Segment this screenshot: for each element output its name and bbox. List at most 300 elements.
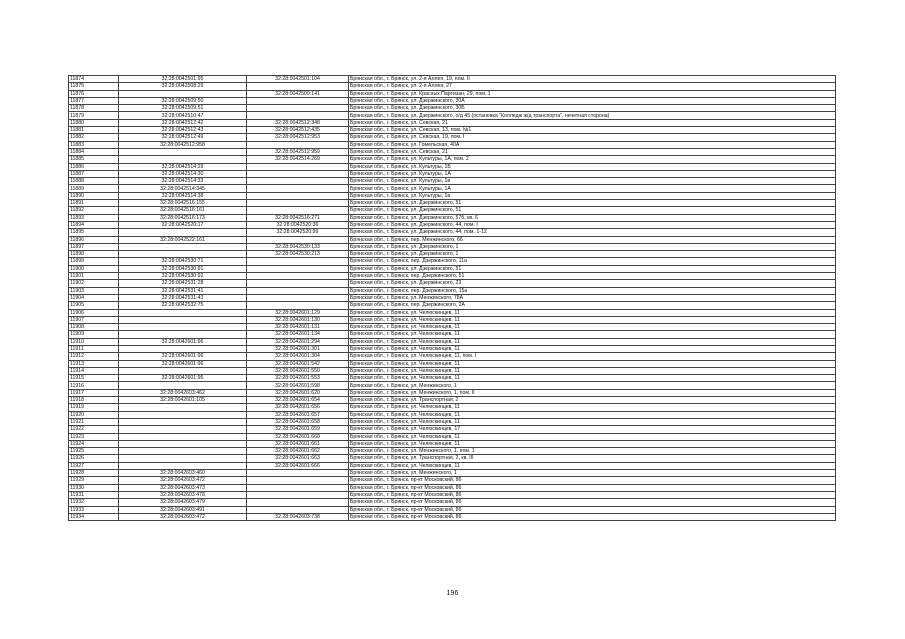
row-number-cell: 11928 bbox=[69, 470, 119, 477]
row-number-cell: 11894 bbox=[69, 221, 119, 228]
address-cell: Брянская обл., г. Брянск, ул. Культуры, 1Б bbox=[349, 163, 836, 170]
address-cell: Брянская обл., г. Брянск, пр-кт Московский, 86 bbox=[349, 477, 836, 484]
address-cell: Брянская обл., г. Брянск, пр-кт Московский, 86 bbox=[349, 513, 836, 520]
cadastral-number-land-cell: 32:28:0042509:51 bbox=[119, 105, 247, 112]
row-number-cell: 11911 bbox=[69, 345, 119, 352]
table-row bbox=[69, 397, 836, 404]
table-row bbox=[69, 97, 836, 104]
cadastral-number-building-cell: 32:28:0042601:661 bbox=[247, 440, 349, 447]
cadastral-number-building-cell bbox=[247, 484, 349, 491]
cadastral-number-building-cell: 32:28:0042512:959 bbox=[247, 148, 349, 155]
cadastral-number-building-cell bbox=[247, 170, 349, 177]
row-number-cell: 11898 bbox=[69, 251, 119, 258]
cadastral-number-land-cell bbox=[119, 345, 247, 352]
table-row bbox=[69, 207, 836, 214]
table-row bbox=[69, 470, 836, 477]
address-cell: Брянская обл., г. Брянск, ул. Челюскинцев, 11 bbox=[349, 433, 836, 440]
table-row bbox=[69, 455, 836, 462]
cadastral-number-building-cell: 32:28:0042530:133 bbox=[247, 243, 349, 250]
cadastral-number-building-cell bbox=[247, 83, 349, 90]
row-number-cell: 11878 bbox=[69, 105, 119, 112]
cadastral-number-building-cell bbox=[247, 200, 349, 207]
cadastral-number-land-cell: 32:28:0042603:491 bbox=[119, 506, 247, 513]
row-number-cell: 11934 bbox=[69, 513, 119, 520]
cadastral-number-land-cell: 32:28:0042530:71 bbox=[119, 258, 247, 265]
address-cell: Брянская обл., г. Брянск, ул. Дзержинского, 51 bbox=[349, 265, 836, 272]
cadastral-number-land-cell bbox=[119, 418, 247, 425]
address-cell: Брянская обл., г. Брянск, ул. Красных Партизан, 29, пом. 1 bbox=[349, 90, 836, 97]
table-row bbox=[69, 411, 836, 418]
cadastral-number-land-cell bbox=[119, 316, 247, 323]
address-cell: Брянская обл., г. Брянск, пр-кт Московский, 86 bbox=[349, 491, 836, 498]
address-cell: Брянская обл., г. Брянск, ул. Севская, 19, пом. I bbox=[349, 134, 836, 141]
address-cell: Брянская обл., г. Брянск, пр-кт Московский, 86 bbox=[349, 484, 836, 491]
cadastral-number-building-cell: 32:28:0042509:141 bbox=[247, 90, 349, 97]
address-cell: Брянская обл., г. Брянск, ул. Менжинского, 1, пом. II bbox=[349, 389, 836, 396]
row-number-cell: 11897 bbox=[69, 243, 119, 250]
address-cell: Брянская обл., г. Брянск, ул. Челюскинцев, 11 bbox=[349, 360, 836, 367]
row-number-cell: 11874 bbox=[69, 76, 119, 83]
address-cell: Брянская обл., г. Брянск, ул. Челюскинцев, 11 bbox=[349, 462, 836, 469]
cadastral-number-land-cell bbox=[119, 243, 247, 250]
cadastral-number-building-cell: 32:28:0042601:301 bbox=[247, 345, 349, 352]
table-row bbox=[69, 316, 836, 323]
cadastral-number-land-cell bbox=[119, 440, 247, 447]
row-number-cell: 11921 bbox=[69, 418, 119, 425]
row-number-cell: 11929 bbox=[69, 477, 119, 484]
table-row bbox=[69, 141, 836, 148]
cadastral-number-building-cell bbox=[247, 302, 349, 309]
table-row bbox=[69, 440, 836, 447]
row-number-cell: 11931 bbox=[69, 491, 119, 498]
cadastral-number-land-cell: 32:28:0042512:958 bbox=[119, 141, 247, 148]
cadastral-number-land-cell: 32:28:0042531:28 bbox=[119, 280, 247, 287]
cadastral-number-building-cell: 32:28:0042601:130 bbox=[247, 316, 349, 323]
row-number-cell: 11891 bbox=[69, 200, 119, 207]
cadastral-number-land-cell bbox=[119, 411, 247, 418]
row-number-cell: 11886 bbox=[69, 163, 119, 170]
cadastral-number-land-cell: 32:28:0042603:460 bbox=[119, 470, 247, 477]
table-row bbox=[69, 134, 836, 141]
table-row bbox=[69, 309, 836, 316]
cadastral-number-land-cell: 32:28:0042530:92 bbox=[119, 273, 247, 280]
cadastral-number-land-cell bbox=[119, 433, 247, 440]
row-number-cell: 11890 bbox=[69, 192, 119, 199]
cadastral-number-land-cell: 32:28:0042501:95 bbox=[119, 76, 247, 83]
row-number-cell: 11884 bbox=[69, 148, 119, 155]
cadastral-number-land-cell bbox=[119, 455, 247, 462]
table-row bbox=[69, 418, 836, 425]
cadastral-number-building-cell bbox=[247, 141, 349, 148]
cadastral-number-land-cell: 32:28:0042601:95 bbox=[119, 375, 247, 382]
address-cell: Брянская обл., г. Брянск, ул. Челюскинцев, 11 bbox=[349, 404, 836, 411]
cadastral-number-land-cell: 32:28:0042520:17 bbox=[119, 221, 247, 228]
address-cell: Брянская обл., г. Брянск, ул. Дзержинского, о/д 45 (остановка "Колледж ж/д транспорта", нечетная сторона) bbox=[349, 112, 836, 119]
address-cell: Брянская обл., г. Брянск, ул. Севская, 13, пом. №1 bbox=[349, 127, 836, 134]
cadastral-number-building-cell bbox=[247, 97, 349, 104]
row-number-cell: 11907 bbox=[69, 316, 119, 323]
address-cell: Брянская обл., г. Брянск, пер. Дзержинского, 2А bbox=[349, 302, 836, 309]
cadastral-number-building-cell bbox=[247, 280, 349, 287]
table-row bbox=[69, 192, 836, 199]
address-cell: Брянская обл., г. Брянск, ул. Дзержинского, 44, пом. 1-12 bbox=[349, 229, 836, 236]
table-row bbox=[69, 491, 836, 498]
cadastral-number-land-cell: 32:28:0042532:75 bbox=[119, 302, 247, 309]
address-cell: Брянская обл., г. Брянск, ул. Дзержинского, 30Б bbox=[349, 105, 836, 112]
cadastral-number-land-cell: 32:28:0042522:161 bbox=[119, 236, 247, 243]
address-cell: Брянская обл., г. Брянск, ул. Культуры, 1А bbox=[349, 185, 836, 192]
cadastral-number-building-cell bbox=[247, 506, 349, 513]
row-number-cell: 11876 bbox=[69, 90, 119, 97]
table-row bbox=[69, 360, 836, 367]
cadastral-number-land-cell: 32:28:0042514:345 bbox=[119, 185, 247, 192]
cadastral-number-building-cell bbox=[247, 236, 349, 243]
cadastral-number-land-cell: 32:28:0042603:478 bbox=[119, 491, 247, 498]
cadastral-number-building-cell: 32:28:0042516:271 bbox=[247, 214, 349, 221]
cadastral-number-building-cell: 32:28:0042601:663 bbox=[247, 455, 349, 462]
address-cell: Брянская обл., г. Брянск, ул. Севская, 21 bbox=[349, 119, 836, 126]
cadastral-number-land-cell: 32:28:0042512:49 bbox=[119, 134, 247, 141]
cadastral-number-land-cell: 32:28:0042514:29 bbox=[119, 163, 247, 170]
cadastral-number-land-cell bbox=[119, 148, 247, 155]
row-number-cell: 11906 bbox=[69, 309, 119, 316]
cadastral-number-land-cell: 32:28:0042531:43 bbox=[119, 294, 247, 301]
cadastral-number-building-cell: 32:28:0042601:129 bbox=[247, 309, 349, 316]
table-row bbox=[69, 331, 836, 338]
registry-table bbox=[68, 75, 836, 521]
address-cell: Брянская обл., г. Брянск, пер. Дзержинского, 11а bbox=[349, 258, 836, 265]
cadastral-number-building-cell bbox=[247, 265, 349, 272]
table-row bbox=[69, 287, 836, 294]
cadastral-number-building-cell: 32:28:0042601:658 bbox=[247, 418, 349, 425]
cadastral-number-building-cell: 32:28:0042601:656 bbox=[247, 404, 349, 411]
table-row bbox=[69, 345, 836, 352]
address-cell: Брянская обл., г. Брянск, ул. Челюскинцев, 11 bbox=[349, 338, 836, 345]
cadastral-number-land-cell: 32:28:0042530:91 bbox=[119, 265, 247, 272]
cadastral-number-land-cell bbox=[119, 426, 247, 433]
cadastral-number-land-cell bbox=[119, 404, 247, 411]
row-number-cell: 11930 bbox=[69, 484, 119, 491]
address-cell: Брянская обл., г. Брянск, ул. Менжинского, 1, пом. 1 bbox=[349, 448, 836, 455]
address-cell: Брянская обл., г. Брянск, ул. Менжинского, 1 bbox=[349, 470, 836, 477]
row-number-cell: 11932 bbox=[69, 499, 119, 506]
row-number-cell: 11927 bbox=[69, 462, 119, 469]
row-number-cell: 11904 bbox=[69, 294, 119, 301]
table-row bbox=[69, 426, 836, 433]
table-row bbox=[69, 200, 836, 207]
address-cell: Брянская обл., г. Брянск, ул. Транспортная, 2, кв. III bbox=[349, 455, 836, 462]
table-row bbox=[69, 251, 836, 258]
table-row bbox=[69, 280, 836, 287]
row-number-cell: 11882 bbox=[69, 134, 119, 141]
row-number-cell: 11888 bbox=[69, 178, 119, 185]
address-cell: Брянская обл., г. Брянск, пер. Менжинского, 66 bbox=[349, 236, 836, 243]
row-number-cell: 11896 bbox=[69, 236, 119, 243]
cadastral-number-building-cell: 32:28:0042512:953 bbox=[247, 134, 349, 141]
table-row bbox=[69, 156, 836, 163]
cadastral-number-land-cell bbox=[119, 251, 247, 258]
table-row bbox=[69, 163, 836, 170]
cadastral-number-building-cell: 32:28:0042520:99 bbox=[247, 229, 349, 236]
address-cell: Брянская обл., г. Брянск, ул. Культуры, 1А, пом. 2 bbox=[349, 156, 836, 163]
cadastral-number-building-cell: 32:28:0042520:36 bbox=[247, 221, 349, 228]
address-cell: Брянская обл., г. Брянск, ул. Дзержинского, 1 bbox=[349, 243, 836, 250]
row-number-cell: 11925 bbox=[69, 448, 119, 455]
table-row bbox=[69, 214, 836, 221]
table-row bbox=[69, 90, 836, 97]
table-row bbox=[69, 258, 836, 265]
row-number-cell: 11901 bbox=[69, 273, 119, 280]
cadastral-number-land-cell: 32:28:0042516:155 bbox=[119, 200, 247, 207]
cadastral-number-building-cell: 32:28:0042601:666 bbox=[247, 462, 349, 469]
address-cell: Брянская обл., г. Брянск, ул. Челюскинцев, 17 bbox=[349, 426, 836, 433]
row-number-cell: 11881 bbox=[69, 127, 119, 134]
table-row bbox=[69, 433, 836, 440]
row-number-cell: 11902 bbox=[69, 280, 119, 287]
row-number-cell: 11922 bbox=[69, 426, 119, 433]
cadastral-number-land-cell bbox=[119, 229, 247, 236]
cadastral-number-building-cell bbox=[247, 185, 349, 192]
table-row bbox=[69, 324, 836, 331]
cadastral-number-building-cell bbox=[247, 178, 349, 185]
cadastral-number-land-cell: 32:28:0042601:96 bbox=[119, 360, 247, 367]
table-row bbox=[69, 462, 836, 469]
address-cell: Брянская обл., г. Брянск, ул. Культуры, 1в bbox=[349, 192, 836, 199]
address-cell: Брянская обл., г. Брянск, пр-кт Московский, 86 bbox=[349, 506, 836, 513]
table-row bbox=[69, 185, 836, 192]
row-number-cell: 11900 bbox=[69, 265, 119, 272]
row-number-cell: 11918 bbox=[69, 397, 119, 404]
cadastral-number-building-cell: 32:28:0042512:435 bbox=[247, 127, 349, 134]
row-number-cell: 11880 bbox=[69, 119, 119, 126]
row-number-cell: 11915 bbox=[69, 375, 119, 382]
cadastral-number-land-cell bbox=[119, 156, 247, 163]
row-number-cell: 11883 bbox=[69, 141, 119, 148]
cadastral-number-land-cell: 32:28:0042514:38 bbox=[119, 192, 247, 199]
cadastral-number-building-cell: 32:28:0042601:131 bbox=[247, 324, 349, 331]
row-number-cell: 11889 bbox=[69, 185, 119, 192]
table-row bbox=[69, 499, 836, 506]
cadastral-number-land-cell: 32:28:0042601:105 bbox=[119, 397, 247, 404]
row-number-cell: 11899 bbox=[69, 258, 119, 265]
cadastral-number-land-cell: 32:28:0042514:33 bbox=[119, 178, 247, 185]
table-row bbox=[69, 243, 836, 250]
cadastral-number-building-cell bbox=[247, 258, 349, 265]
address-cell: Брянская обл., г. Брянск, ул. Челюскинцев, 11 bbox=[349, 331, 836, 338]
address-cell: Брянская обл., г. Брянск, ул. Челюскинцев, 11 bbox=[349, 309, 836, 316]
table-row bbox=[69, 513, 836, 520]
cadastral-number-building-cell: 32:28:0042601:134 bbox=[247, 331, 349, 338]
cadastral-number-building-cell: 32:28:0042601:662 bbox=[247, 448, 349, 455]
cadastral-number-land-cell: 32:28:0042510:47 bbox=[119, 112, 247, 119]
address-cell: Брянская обл., г. Брянск, ул. Челюскинцев, 11 bbox=[349, 367, 836, 374]
cadastral-number-land-cell bbox=[119, 462, 247, 469]
table-row bbox=[69, 353, 836, 360]
cadastral-number-building-cell bbox=[247, 192, 349, 199]
address-cell: Брянская обл., г. Брянск, ул. Челюскинцев, 11 bbox=[349, 440, 836, 447]
cadastral-number-building-cell: 32:28:0042601:294 bbox=[247, 338, 349, 345]
table-row bbox=[69, 448, 836, 455]
table-row bbox=[69, 83, 836, 90]
cadastral-number-building-cell: 32:28:0042601:550 bbox=[247, 367, 349, 374]
address-cell: Брянская обл., г. Брянск, ул. 2-я Аллея, 19, пом. II bbox=[349, 76, 836, 83]
cadastral-number-land-cell: 32:28:0042601:96 bbox=[119, 338, 247, 345]
cadastral-number-building-cell: 32:28:0042601:657 bbox=[247, 411, 349, 418]
table-row bbox=[69, 389, 836, 396]
cadastral-number-land-cell bbox=[119, 448, 247, 455]
cadastral-number-building-cell bbox=[247, 105, 349, 112]
row-number-cell: 11933 bbox=[69, 506, 119, 513]
address-cell: Брянская обл., г. Брянск, ул. Дзержинского, 51 bbox=[349, 207, 836, 214]
row-number-cell: 11885 bbox=[69, 156, 119, 163]
cadastral-number-building-cell bbox=[247, 112, 349, 119]
cadastral-number-building-cell bbox=[247, 477, 349, 484]
row-number-cell: 11917 bbox=[69, 389, 119, 396]
cadastral-number-land-cell: 32:28:0042603:473 bbox=[119, 484, 247, 491]
address-cell: Брянская обл., г. Брянск, ул. Культуры, 1А bbox=[349, 170, 836, 177]
registry-table-body bbox=[69, 76, 836, 521]
table-row bbox=[69, 221, 836, 228]
cadastral-number-land-cell: 32:28:0042603:462 bbox=[119, 389, 247, 396]
row-number-cell: 11919 bbox=[69, 404, 119, 411]
table-row bbox=[69, 265, 836, 272]
address-cell: Брянская обл., г. Брянск, ул. Дзержинского, 30А bbox=[349, 97, 836, 104]
address-cell: Брянская обл., г. Брянск, ул. Челюскинцев, 11, пом. I bbox=[349, 353, 836, 360]
table-row bbox=[69, 404, 836, 411]
address-cell: Брянская обл., г. Брянск, ул. Гомельская, 40А bbox=[349, 141, 836, 148]
cadastral-number-land-cell: 32:28:0042531:41 bbox=[119, 287, 247, 294]
cadastral-number-building-cell: 32:28:0042512:348 bbox=[247, 119, 349, 126]
address-cell: Брянская обл., г. Брянск, ул. Транспортная, 2 bbox=[349, 397, 836, 404]
table-row bbox=[69, 506, 836, 513]
table-row bbox=[69, 477, 836, 484]
address-cell: Брянская обл., г. Брянск, ул. Челюскинцев, 11 bbox=[349, 345, 836, 352]
row-number-cell: 11924 bbox=[69, 440, 119, 447]
cadastral-number-land-cell bbox=[119, 367, 247, 374]
table-row bbox=[69, 127, 836, 134]
row-number-cell: 11920 bbox=[69, 411, 119, 418]
table-row bbox=[69, 76, 836, 83]
row-number-cell: 11905 bbox=[69, 302, 119, 309]
cadastral-number-land-cell bbox=[119, 90, 247, 97]
address-cell: Брянская обл., г. Брянск, пер. Дзержинского, 15а bbox=[349, 287, 836, 294]
row-number-cell: 11892 bbox=[69, 207, 119, 214]
cadastral-number-land-cell bbox=[119, 382, 247, 389]
table-row bbox=[69, 112, 836, 119]
address-cell: Брянская обл., г. Брянск, ул. Культуры, 1в bbox=[349, 178, 836, 185]
address-cell: Брянская обл., г. Брянск, ул. Челюскинцев, 11 bbox=[349, 411, 836, 418]
address-cell: Брянская обл., г. Брянск, ул. Дзержинского, 44, пом. I bbox=[349, 221, 836, 228]
address-cell: Брянская обл., г. Брянск, ул. Дзержинского, 57б, кв. 6 bbox=[349, 214, 836, 221]
cadastral-number-land-cell: 32:28:0042603:479 bbox=[119, 499, 247, 506]
table-row bbox=[69, 236, 836, 243]
table-row bbox=[69, 148, 836, 155]
cadastral-number-building-cell bbox=[247, 491, 349, 498]
cadastral-number-building-cell: 32:28:0042530:213 bbox=[247, 251, 349, 258]
row-number-cell: 11903 bbox=[69, 287, 119, 294]
cadastral-number-land-cell bbox=[119, 309, 247, 316]
cadastral-number-building-cell bbox=[247, 163, 349, 170]
address-cell: Брянская обл., г. Брянск, ул. Дзержинского, 1 bbox=[349, 251, 836, 258]
row-number-cell: 11914 bbox=[69, 367, 119, 374]
row-number-cell: 11875 bbox=[69, 83, 119, 90]
table-row bbox=[69, 178, 836, 185]
cadastral-number-building-cell: 32:28:0042601:659 bbox=[247, 426, 349, 433]
table-row bbox=[69, 484, 836, 491]
row-number-cell: 11923 bbox=[69, 433, 119, 440]
table-row bbox=[69, 375, 836, 382]
table-row bbox=[69, 294, 836, 301]
table-row bbox=[69, 382, 836, 389]
cadastral-number-land-cell: 32:28:0042512:42 bbox=[119, 119, 247, 126]
cadastral-number-land-cell: 32:28:0042514:30 bbox=[119, 170, 247, 177]
cadastral-number-land-cell bbox=[119, 331, 247, 338]
cadastral-number-building-cell: 32:28:0042603:738 bbox=[247, 513, 349, 520]
address-cell: Брянская обл., г. Брянск, ул. Менжинского, 78А bbox=[349, 294, 836, 301]
address-cell: Брянская обл., г. Брянск, ул. Челюскинцев, 11 bbox=[349, 418, 836, 425]
cadastral-number-building-cell: 32:28:0042601:304 bbox=[247, 353, 349, 360]
row-number-cell: 11910 bbox=[69, 338, 119, 345]
address-cell: Брянская обл., г. Брянск, ул. Челюскинцев, 11 bbox=[349, 375, 836, 382]
row-number-cell: 11912 bbox=[69, 353, 119, 360]
address-cell: Брянская обл., г. Брянск, пр-кт Московский, 86 bbox=[349, 499, 836, 506]
row-number-cell: 11908 bbox=[69, 324, 119, 331]
cadastral-number-land-cell: 32:28:0042516:173 bbox=[119, 214, 247, 221]
cadastral-number-building-cell: 32:28:0042501:104 bbox=[247, 76, 349, 83]
address-cell: Брянская обл., г. Брянск, ул. 2-я Аллея, 27 bbox=[349, 83, 836, 90]
row-number-cell: 11895 bbox=[69, 229, 119, 236]
row-number-cell: 11879 bbox=[69, 112, 119, 119]
cadastral-number-building-cell: 32:28:0042601:660 bbox=[247, 433, 349, 440]
row-number-cell: 11877 bbox=[69, 97, 119, 104]
cadastral-number-land-cell: 32:28:0042508:29 bbox=[119, 83, 247, 90]
table-row bbox=[69, 119, 836, 126]
address-cell: Брянская обл., г. Брянск, ул. Севская, 21 bbox=[349, 148, 836, 155]
cadastral-number-building-cell: 32:28:0042601:542 bbox=[247, 360, 349, 367]
table-row bbox=[69, 367, 836, 374]
cadastral-number-building-cell bbox=[247, 287, 349, 294]
cadastral-number-land-cell: 32:28:0042509:50 bbox=[119, 97, 247, 104]
table-row bbox=[69, 170, 836, 177]
cadastral-number-land-cell: 32:28:0042603:472 bbox=[119, 477, 247, 484]
cadastral-number-land-cell: 32:28:0042512:43 bbox=[119, 127, 247, 134]
cadastral-number-building-cell: 32:28:0042514:269 bbox=[247, 156, 349, 163]
row-number-cell: 11909 bbox=[69, 331, 119, 338]
cadastral-number-building-cell: 32:28:0042601:654 bbox=[247, 397, 349, 404]
table-row bbox=[69, 105, 836, 112]
address-cell: Брянская обл., г. Брянск, ул. Дзержинского, 23 bbox=[349, 280, 836, 287]
cadastral-number-land-cell: 32:28:0042516:161 bbox=[119, 207, 247, 214]
cadastral-number-land-cell: 32:28:0042603:472 bbox=[119, 513, 247, 520]
cadastral-number-building-cell bbox=[247, 207, 349, 214]
table-row bbox=[69, 338, 836, 345]
cadastral-number-building-cell bbox=[247, 294, 349, 301]
address-cell: Брянская обл., г. Брянск, ул. Дзержинского, 51 bbox=[349, 200, 836, 207]
cadastral-number-building-cell: 32:28:0042601:620 bbox=[247, 389, 349, 396]
table-row bbox=[69, 273, 836, 280]
address-cell: Брянская обл., г. Брянск, пер. Дзержинского, 51 bbox=[349, 273, 836, 280]
address-cell: Брянская обл., г. Брянск, ул. Челюскинцев, 11 bbox=[349, 316, 836, 323]
cadastral-number-land-cell: 32:28:0042601:96 bbox=[119, 353, 247, 360]
cadastral-number-building-cell: 32:28:0042601:598 bbox=[247, 382, 349, 389]
row-number-cell: 11887 bbox=[69, 170, 119, 177]
page-number: 196 bbox=[446, 590, 459, 597]
row-number-cell: 11893 bbox=[69, 214, 119, 221]
cadastral-number-building-cell bbox=[247, 470, 349, 477]
cadastral-number-land-cell bbox=[119, 324, 247, 331]
address-cell: Брянская обл., г. Брянск, ул. Челюскинцев, 11 bbox=[349, 324, 836, 331]
table-row bbox=[69, 229, 836, 236]
